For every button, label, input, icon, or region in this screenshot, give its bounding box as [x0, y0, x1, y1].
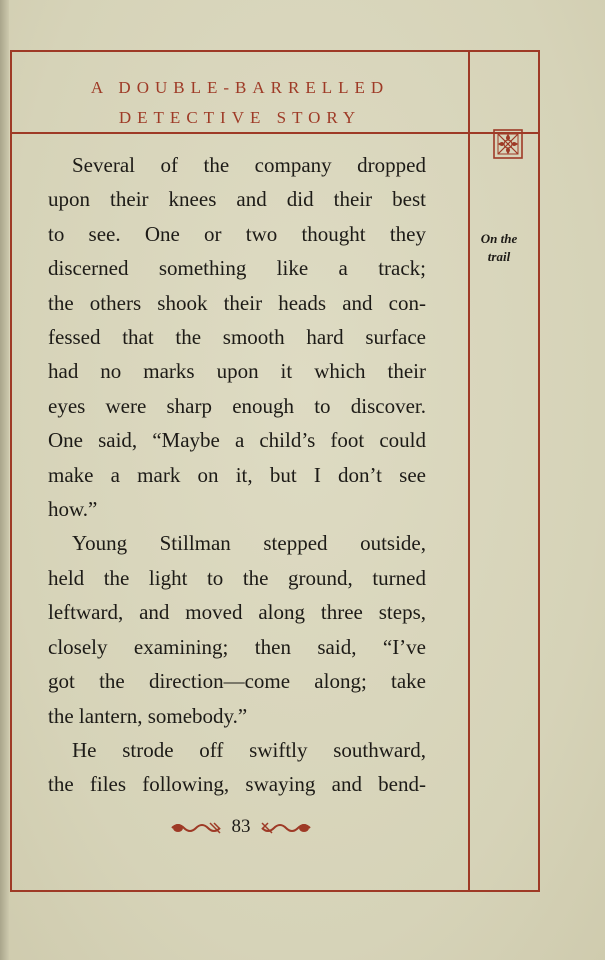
text-line: eyes were sharp enough to discover. [48, 393, 426, 418]
margin-rule [468, 52, 470, 890]
running-header [12, 52, 468, 132]
text-line: to see. One or two thought they [48, 221, 426, 246]
text-line: discerned something like a track; [48, 256, 426, 281]
text-line: the files following, swaying and bend- [48, 772, 426, 797]
book-spine-shadow [0, 0, 9, 960]
text-line: He strode off swiftly southward, [72, 737, 426, 762]
marginal-note [468, 230, 530, 266]
body-text [48, 148, 426, 802]
text-line: Young Stillman stepped outside, [72, 531, 426, 556]
text-line: fessed that the smooth hard surface [48, 325, 426, 350]
flourish-right-icon [260, 821, 312, 835]
text-line: make a mark on it, but I don’t see [48, 462, 426, 487]
text-line: Several of the company dropped [72, 153, 426, 177]
header-line-1: A DOUBLE-BARRELLED [90, 78, 390, 97]
text-line: One said, “Maybe a child’s foot could [48, 428, 426, 453]
page-number: 83 [231, 816, 251, 837]
text-line: held the light to the ground, turned [48, 565, 426, 590]
marginal-note-line-1: On the [480, 231, 518, 246]
page-footer [162, 816, 318, 840]
header-line-2: DETECTIVE STORY [118, 108, 362, 127]
floral-square-ornament-icon [493, 129, 523, 159]
text-line: closely examining; then said, “I’ve [48, 634, 426, 659]
text-line: the others shook their heads and con- [48, 290, 426, 315]
text-line: leftward, and moved along three steps, [48, 600, 426, 625]
text-line: the lantern, somebody.” [48, 703, 248, 728]
text-line: got the direction—come along; take [48, 669, 426, 694]
header-rule [12, 132, 538, 134]
text-line: how.” [48, 497, 98, 522]
text-line: upon their knees and did their best [48, 187, 426, 212]
text-line: had no marks upon it which their [48, 359, 426, 384]
flourish-left-icon [170, 821, 222, 835]
marginal-note-line-2: trail [487, 249, 511, 264]
